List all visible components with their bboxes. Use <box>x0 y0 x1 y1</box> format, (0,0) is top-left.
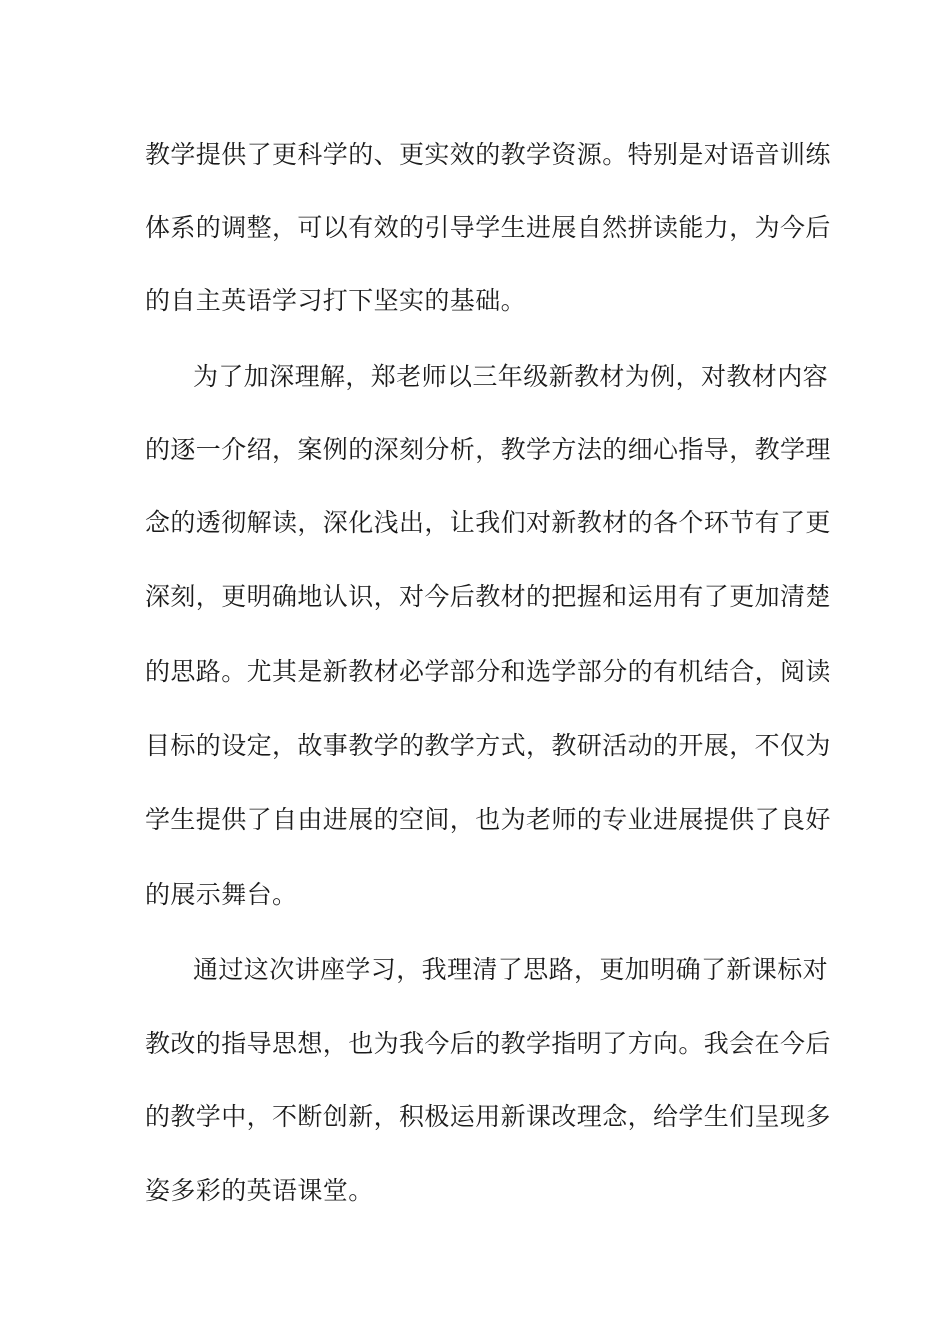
paragraph-2-line-3: 念的透彻解读，深化浅出，让我们对新教材的各个环节有了更 <box>145 508 831 537</box>
paragraph-3-line-2: 教改的指导思想，也为我今后的教学指明了方向。我会在今后 <box>145 1029 831 1058</box>
paragraph-1-line-3: 的自主英语学习打下坚实的基础。 <box>145 286 527 315</box>
paragraph-1-line-1: 教学提供了更科学的、更实效的教学资源。特别是对语音训练 <box>145 140 831 169</box>
paragraph-2-line-6: 目标的设定，故事教学的教学方式，教研活动的开展，不仅为 <box>145 731 831 760</box>
paragraph-3-line-4: 姿多彩的英语课堂。 <box>145 1176 374 1205</box>
paragraph-2-line-4: 深刻，更明确地认识，对今后教材的把握和运用有了更加清楚 <box>145 582 831 611</box>
paragraph-3-line-1: 通过这次讲座学习，我理清了思路，更加明确了新课标对 <box>193 955 829 984</box>
paragraph-2-line-7: 学生提供了自由进展的空间，也为老师的专业进展提供了良好 <box>145 805 831 834</box>
paragraph-2-line-1: 为了加深理解，郑老师以三年级新教材为例，对教材内容 <box>193 362 829 391</box>
paragraph-3-line-3: 的教学中，不断创新，积极运用新课改理念，给学生们呈现多 <box>145 1102 831 1131</box>
paragraph-2-line-5: 的思路。尤其是新教材必学部分和选学部分的有机结合，阅读 <box>145 657 831 686</box>
paragraph-1-line-2: 体系的调整，可以有效的引导学生进展自然拼读能力，为今后 <box>145 213 831 242</box>
paragraph-2-line-2: 的逐一介绍，案例的深刻分析，教学方法的细心指导，教学理 <box>145 435 831 464</box>
paragraph-2-line-8: 的展示舞台。 <box>145 880 298 909</box>
